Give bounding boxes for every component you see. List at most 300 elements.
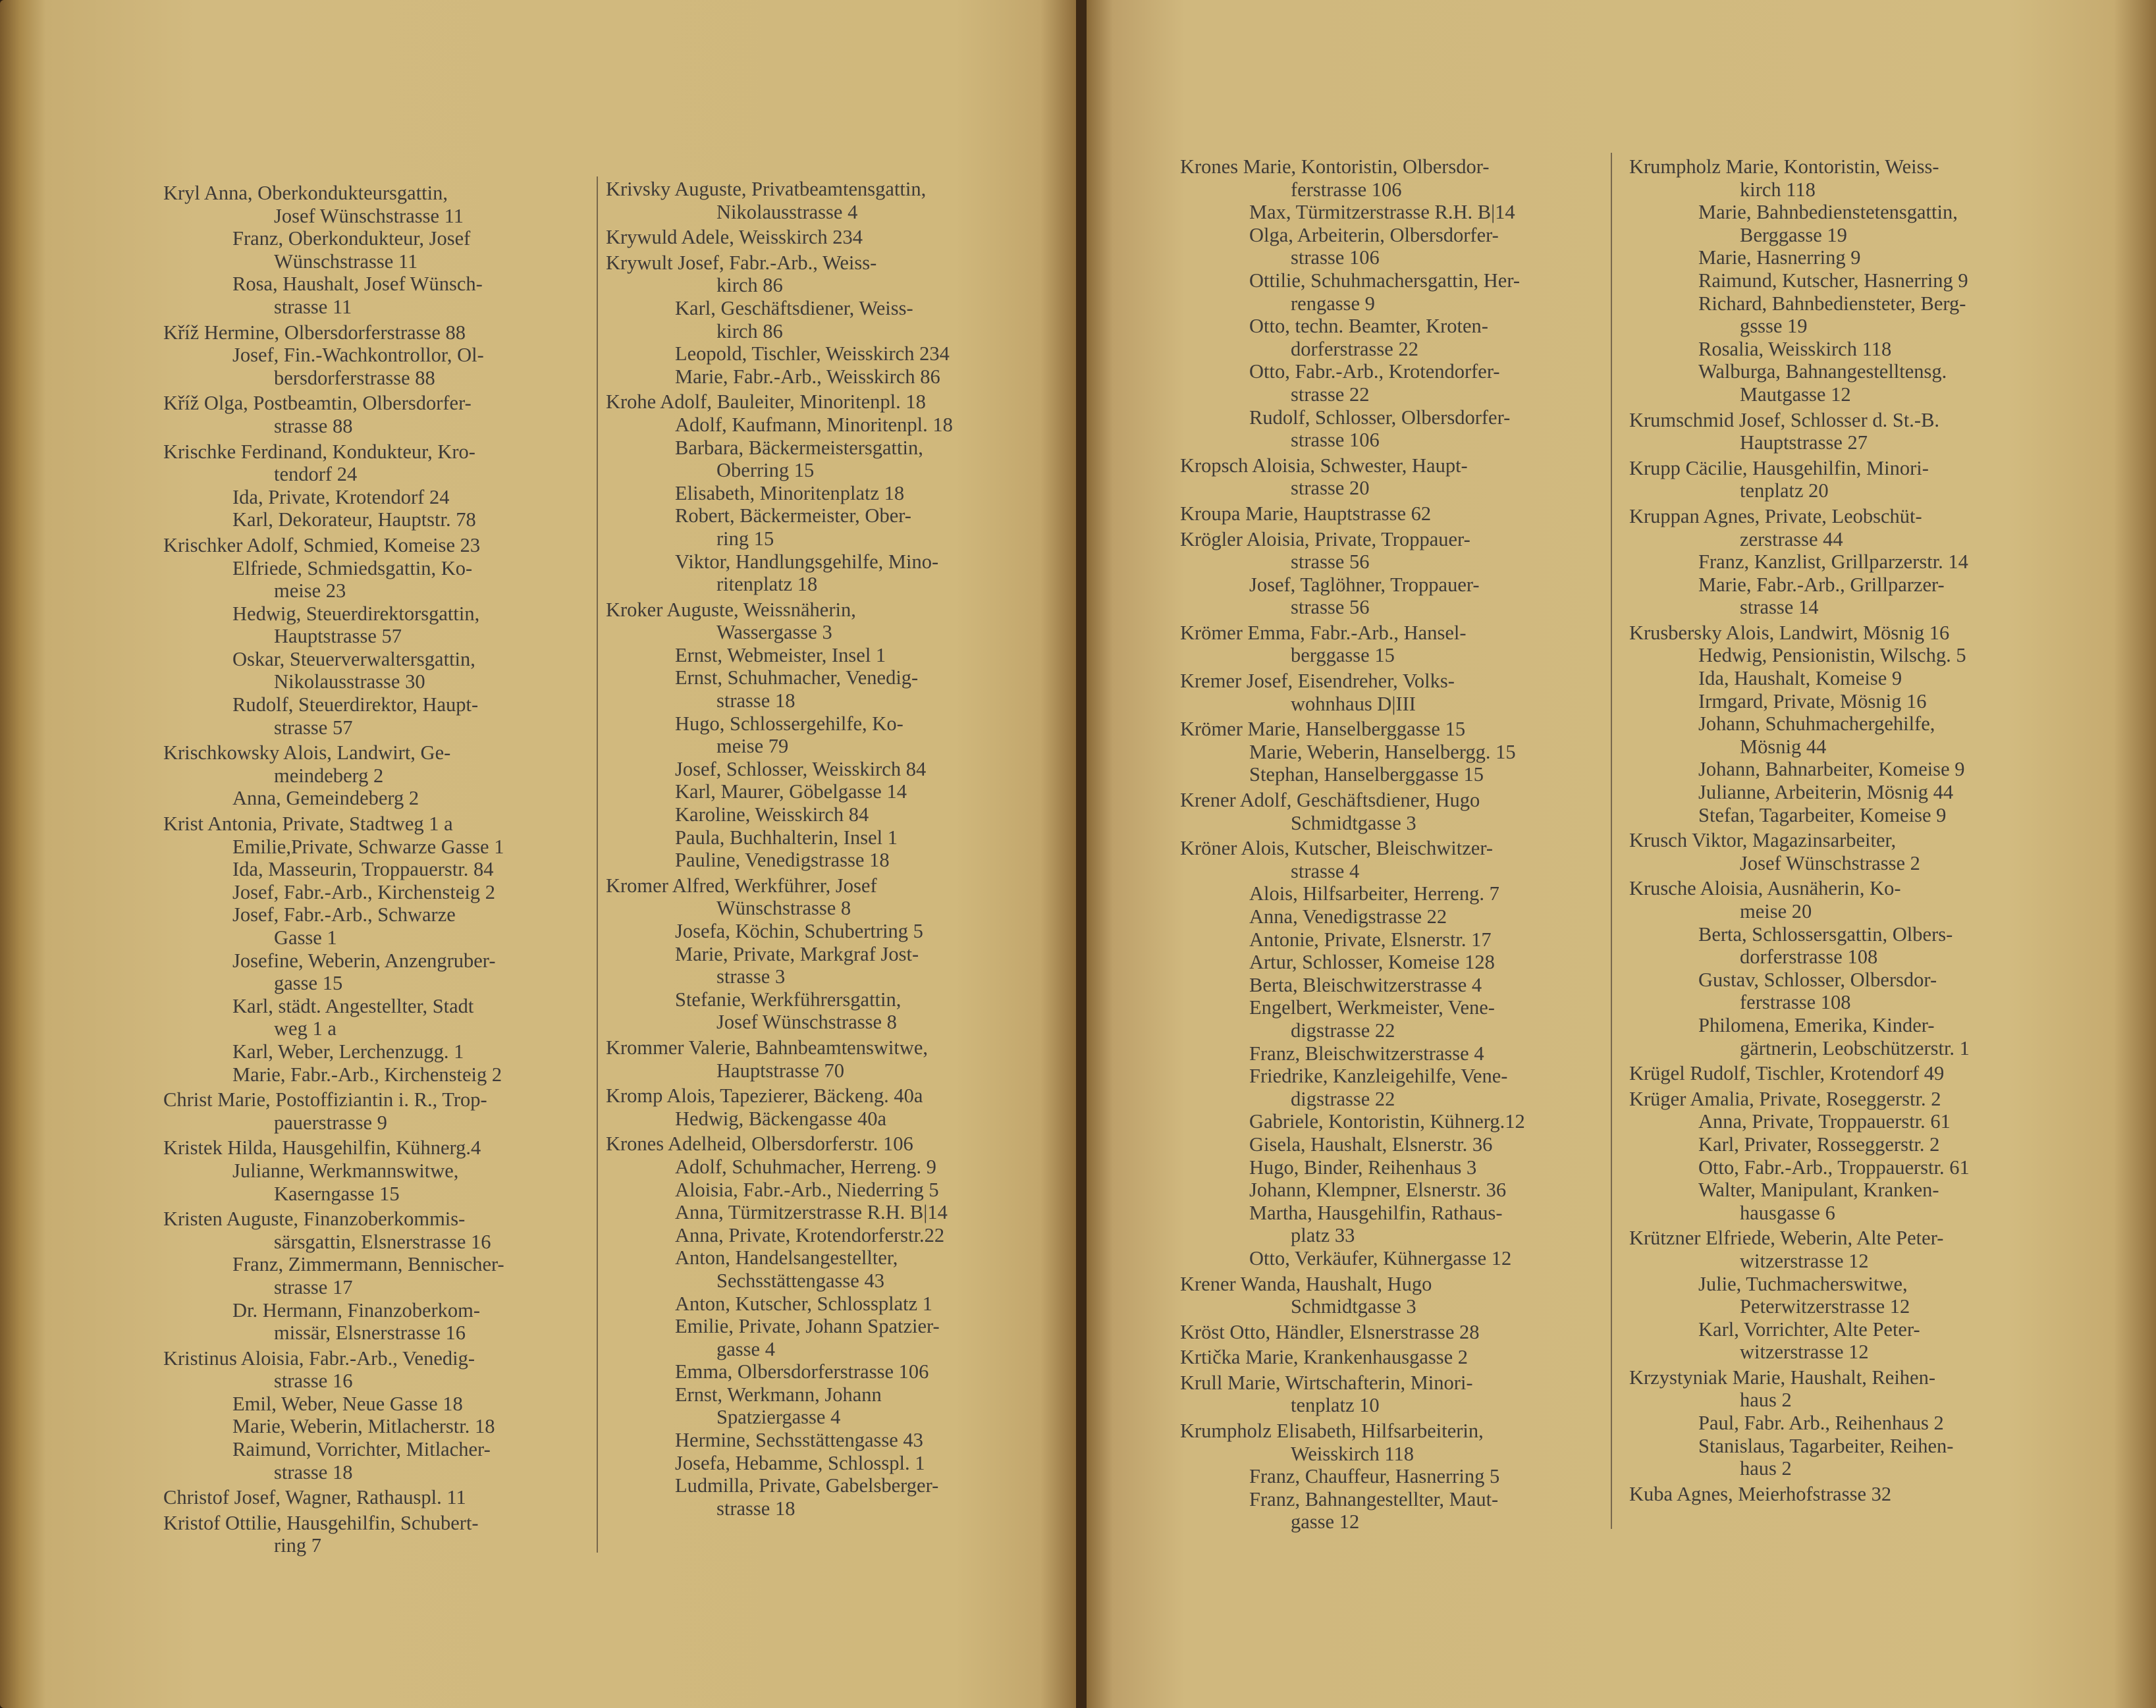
entry-line: Max, Türmitzerstrasse R.H. B|14 (1249, 201, 1515, 224)
entry-line: Dr. Hermann, Finanzoberkom- (232, 1298, 481, 1321)
directory-subentry (163, 508, 558, 531)
entry-line: Krohe Adolf, Bauleiter, Minoritenpl. 18 (606, 390, 926, 414)
entry-line: Pauline, Venedigstrasse 18 (675, 849, 890, 872)
entry-continuation-line: strasse 56 (1291, 550, 1370, 574)
directory-entry (1629, 155, 2051, 201)
entry-line: Paula, Buchhalterin, Insel 1 (675, 826, 898, 849)
entry-line: Krommer Valerie, Bahnbeamtenswitwe, (606, 1036, 928, 1059)
entry-continuation-line: tendorf 24 (274, 463, 358, 486)
entry-continuation-line: ring 7 (274, 1534, 322, 1557)
entry-line: Krischker Adolf, Schmied, Komeise 23 (163, 533, 481, 556)
directory-entry (163, 321, 558, 344)
directory-subentry (1180, 1179, 1602, 1202)
entry-line: Ottilie, Schuhmachersgattin, Her- (1249, 269, 1521, 292)
entry-continuation-line: Mautgasse 12 (1740, 383, 1851, 406)
entry-continuation-line: Sechsstättengasse 43 (716, 1269, 884, 1292)
entry-line: Kröst Otto, Händler, Elsnerstrasse 28 (1180, 1320, 1480, 1343)
directory-entry (1180, 502, 1602, 525)
entry-line: Elfriede, Schmiedsgattin, Ko- (232, 556, 473, 579)
entry-line: Kříž Hermine, Olbersdorferstrasse 88 (163, 321, 466, 344)
directory-entry (1629, 1483, 2051, 1506)
entry-line: Irmgard, Private, Mösnig 16 (1698, 689, 1927, 712)
directory-subentry (606, 1156, 1027, 1179)
entry-line: Berta, Bleischwitzerstrasse 4 (1249, 973, 1482, 996)
directory-subentry (606, 504, 1027, 550)
directory-subentry (1629, 758, 2051, 781)
entry-line: Krischke Ferdinand, Kondukteur, Kro- (163, 440, 475, 463)
entry-line: Antonie, Private, Elsnerstr. 17 (1249, 928, 1492, 951)
directory-subentry (1180, 1065, 1602, 1110)
entry-line: Krivsky Auguste, Privatbeamtensgattin, (606, 178, 927, 200)
directory-subentry (1180, 741, 1602, 764)
entry-line: Otto, Fabr.-Arb., Troppauerstr. 61 (1698, 1156, 1970, 1179)
entry-continuation-line: Weisskirch 118 (1291, 1442, 1415, 1465)
directory-subentry (1629, 1273, 2051, 1318)
directory-subentry (1180, 269, 1602, 315)
directory-subentry (1629, 360, 2051, 406)
entry-continuation-line: Nikolausstrasse 4 (716, 200, 858, 223)
entry-line: Raimund, Vorrichter, Mitlacher- (232, 1438, 491, 1461)
entry-line: Viktor, Handlungsgehilfe, Mino- (675, 550, 939, 573)
directory-subentry (163, 1063, 558, 1086)
directory-entry (1180, 718, 1602, 741)
directory-entry (1180, 155, 1602, 201)
directory-subentry (163, 858, 558, 881)
entry-continuation-line: platz 33 (1291, 1224, 1355, 1247)
entry-line: Artur, Schlosser, Komeise 128 (1249, 951, 1495, 974)
directory-subentry (1180, 974, 1602, 997)
directory-subentry (606, 644, 1027, 667)
directory-subentry (1180, 951, 1602, 974)
directory-entry (1629, 877, 2051, 922)
entry-line: Krones Adelheid, Olbersdorferstr. 106 (606, 1133, 913, 1156)
entry-line: Ida, Masseurin, Troppauerstr. 84 (232, 858, 494, 881)
entry-line: Anna, Gemeindeberg 2 (232, 787, 419, 810)
right-page-column-1 (1180, 153, 1602, 1534)
entry-line: Rosalia, Weisskirch 118 (1698, 337, 1892, 360)
directory-subentry (606, 437, 1027, 482)
directory-subentry (163, 1040, 558, 1063)
directory-entry (163, 1347, 558, 1393)
entry-line: Karl, Maurer, Göbelgasse 14 (675, 780, 907, 803)
directory-entry (163, 1512, 558, 1557)
directory-entry (163, 1136, 558, 1160)
entry-line: Kryl Anna, Oberkondukteursgattin, (163, 182, 448, 204)
entry-line: Emma, Olbersdorferstrasse 106 (675, 1360, 929, 1383)
entry-line: Johann, Bahnarbeiter, Komeise 9 (1698, 758, 1965, 781)
entry-line: Josef, Fabr.-Arb., Schwarze (232, 903, 456, 926)
directory-subentry (1629, 292, 2051, 338)
entry-line: Josef, Fin.-Wachkontrollor, Ol- (232, 344, 484, 367)
directory-subentry (163, 1299, 558, 1345)
directory-subentry (1629, 338, 2051, 361)
directory-entry (1629, 457, 2051, 502)
entry-line: Josef, Taglöhner, Troppauer- (1249, 573, 1480, 596)
entry-continuation-line: strasse 11 (274, 295, 352, 318)
entry-line: Karl, Dekorateur, Hauptstr. 78 (232, 508, 476, 531)
entry-continuation-line: strasse 18 (716, 1497, 795, 1520)
entry-continuation-line: strasse 18 (716, 689, 795, 712)
entry-line: Hedwig, Pensionistin, Wilschg. 5 (1698, 644, 1966, 667)
entry-line: Gisela, Haushalt, Elsnerstr. 36 (1249, 1133, 1493, 1156)
entry-continuation-line: zerstrasse 44 (1740, 527, 1843, 550)
entry-line: Kristen Auguste, Finanzoberkommis- (163, 1208, 466, 1231)
directory-subentry (606, 826, 1027, 849)
directory-subentry (606, 666, 1027, 712)
entry-line: Kroupa Marie, Hauptstrasse 62 (1180, 502, 1432, 525)
directory-subentry (163, 1415, 558, 1438)
directory-subentry (1180, 360, 1602, 406)
directory-subentry (163, 602, 558, 648)
entry-line: Kremer Josef, Eisendreher, Volks- (1180, 670, 1455, 693)
entry-line: Engelbert, Werkmeister, Vene- (1249, 996, 1495, 1019)
directory-subentry (606, 1108, 1027, 1131)
directory-entry (1180, 454, 1602, 500)
entry-line: Krones Marie, Kontoristin, Olbersdor- (1180, 155, 1490, 178)
directory-subentry (163, 486, 558, 509)
entry-continuation-line: Wünschstrasse 11 (274, 250, 418, 273)
entry-line: Paul, Fabr. Arb., Reihenhaus 2 (1698, 1412, 1944, 1435)
directory-entry (606, 599, 1027, 644)
directory-subentry (1629, 644, 2051, 667)
directory-subentry (606, 712, 1027, 758)
entry-line: Krusche Aloisia, Ausnäherin, Ko- (1629, 877, 1901, 900)
entry-line: Oskar, Steuerverwaltersgattin, (232, 647, 475, 670)
directory-entry (163, 182, 558, 227)
entry-continuation-line: strasse 22 (1291, 383, 1370, 406)
directory-subentry (1180, 1133, 1602, 1156)
entry-line: Hugo, Binder, Reihenhaus 3 (1249, 1156, 1477, 1179)
entry-line: Kříž Olga, Postbeamtin, Olbersdorfer- (163, 392, 472, 415)
entry-line: Ernst, Werkmann, Johann (675, 1383, 882, 1406)
entry-line: Kröner Alois, Kutscher, Bleischwitzer- (1180, 837, 1494, 860)
directory-subentry (606, 1201, 1027, 1224)
entry-line: Krywuld Adele, Weisskirch 234 (606, 226, 863, 249)
entry-line: Anton, Handelsangestellter, (675, 1246, 898, 1269)
entry-line: Johann, Klempner, Elsnerstr. 36 (1249, 1179, 1507, 1202)
directory-subentry (1180, 1465, 1602, 1488)
directory-entry (1180, 1273, 1602, 1318)
entry-continuation-line: Wassergasse 3 (716, 621, 832, 644)
directory-entry (163, 1088, 558, 1134)
left-page (0, 0, 1076, 1708)
directory-subentry (1180, 224, 1602, 269)
entry-line: Marie, Private, Markgraf Jost- (675, 942, 919, 965)
entry-continuation-line: meise 23 (274, 579, 346, 602)
directory-subentry (606, 1179, 1027, 1202)
directory-subentry (606, 849, 1027, 872)
entry-line: Franz, Bleischwitzerstrasse 4 (1249, 1042, 1484, 1065)
directory-subentry (1180, 763, 1602, 786)
entry-continuation-line: missär, Elsnerstrasse 16 (274, 1321, 466, 1345)
entry-line: Marie, Fabr.-Arb., Weisskirch 86 (675, 365, 940, 388)
entry-line: Krusch Viktor, Magazinsarbeiter, (1629, 829, 1897, 852)
entry-line: Martha, Hausgehilfin, Rathaus- (1249, 1201, 1503, 1224)
directory-subentry (606, 1452, 1027, 1475)
directory-subentry (606, 1315, 1027, 1360)
directory-subentry (606, 342, 1027, 365)
directory-subentry (1629, 1435, 2051, 1480)
left-page-column-1 (163, 179, 558, 1557)
entry-line: Kropsch Aloisia, Schwester, Haupt- (1180, 454, 1468, 477)
entry-continuation-line: strasse 17 (274, 1275, 353, 1298)
directory-entry (1180, 670, 1602, 715)
directory-entry (1180, 1372, 1602, 1417)
entry-line: Emilie, Private, Johann Spatzier- (675, 1315, 940, 1338)
entry-line: Kristek Hilda, Hausgehilfin, Kühnerg.4 (163, 1136, 481, 1160)
directory-subentry (1629, 550, 2051, 574)
entry-line: Krusbersky Alois, Landwirt, Mösnig 16 (1629, 621, 1950, 644)
directory-subentry (1180, 406, 1602, 452)
directory-subentry (606, 920, 1027, 943)
entry-continuation-line: meise 20 (1740, 900, 1812, 922)
entry-line: Kromp Alois, Tapezierer, Bäckeng. 40a (606, 1084, 923, 1108)
entry-line: Stanislaus, Tagarbeiter, Reihen- (1698, 1434, 1954, 1457)
entry-line: Otto, Verkäufer, Kühnergasse 12 (1249, 1246, 1512, 1269)
directory-subentry (1629, 269, 2051, 292)
entry-line: Walburga, Bahnangestelltensg. (1698, 360, 1947, 383)
entry-continuation-line: bersdorferstrasse 88 (274, 366, 435, 389)
directory-subentry (606, 1429, 1027, 1452)
directory-subentry (606, 297, 1027, 342)
entry-continuation-line: tenplatz 20 (1740, 479, 1829, 502)
entry-continuation-line: särsgattin, Elsnerstrasse 16 (274, 1230, 491, 1253)
entry-line: Hedwig, Bäckengasse 40a (675, 1107, 886, 1130)
entry-line: Stefan, Tagarbeiter, Komeise 9 (1698, 803, 1947, 826)
entry-line: Krömer Marie, Hanselberggasse 15 (1180, 718, 1466, 741)
directory-entry (606, 178, 1027, 223)
entry-line: Ludmilla, Private, Gabelsberger- (675, 1474, 939, 1497)
entry-line: Stephan, Hanselberggasse 15 (1249, 763, 1484, 786)
entry-continuation-line: Hauptstrasse 57 (274, 625, 402, 648)
directory-subentry (1629, 1110, 2051, 1133)
entry-line: Rudolf, Schlosser, Olbersdorfer- (1249, 406, 1511, 429)
directory-subentry (1180, 996, 1602, 1042)
entry-line: Barbara, Bäckermeistersgattin, (675, 436, 923, 459)
directory-subentry (163, 995, 558, 1040)
entry-line: Kristof Ottilie, Hausgehilfin, Schubert- (163, 1511, 479, 1534)
directory-subentry (1180, 201, 1602, 224)
entry-continuation-line: weg 1 a (274, 1017, 337, 1040)
directory-subentry (1629, 690, 2051, 713)
left-page-column-rule (597, 176, 598, 1553)
entry-continuation-line: Kaserngasse 15 (274, 1182, 400, 1205)
directory-entry (1629, 505, 2051, 550)
directory-entry (606, 226, 1027, 249)
entry-line: Marie, Fabr.-Arb., Kirchensteig 2 (232, 1063, 502, 1086)
entry-line: Josef, Fabr.-Arb., Kirchensteig 2 (232, 880, 495, 903)
entry-line: Karl, Vorrichter, Alte Peter- (1698, 1318, 1920, 1341)
directory-subentry (606, 803, 1027, 826)
entry-continuation-line: rengasse 9 (1291, 292, 1375, 315)
directory-entry (1629, 1062, 2051, 1085)
entry-line: Anton, Kutscher, Schlossplatz 1 (675, 1292, 932, 1315)
entry-line: Olga, Arbeiterin, Olbersdorfer- (1249, 223, 1499, 246)
entry-line: Stefanie, Werkführersgattin, (675, 988, 902, 1011)
entry-line: Krupp Cäcilie, Hausgehilfin, Minori- (1629, 456, 1929, 479)
entry-line: Ernst, Webmeister, Insel 1 (675, 643, 886, 666)
directory-subentry (1629, 1412, 2051, 1435)
directory-subentry (606, 1360, 1027, 1383)
entry-line: Hermine, Sechsstättengasse 43 (675, 1429, 923, 1452)
entry-continuation-line: dorferstrasse 108 (1740, 946, 1878, 969)
entry-continuation-line: Mösnig 44 (1740, 735, 1827, 758)
entry-line: Walter, Manipulant, Kranken- (1698, 1179, 1939, 1202)
entry-continuation-line: Hauptstrasse 70 (716, 1059, 844, 1082)
entry-line: Ida, Haushalt, Komeise 9 (1698, 667, 1902, 690)
directory-subentry (1629, 781, 2051, 804)
entry-line: Rudolf, Steuerdirektor, Haupt- (232, 693, 479, 716)
entry-line: Gustav, Schlosser, Olbersdor- (1698, 968, 1937, 991)
directory-subentry (1629, 1014, 2051, 1059)
entry-continuation-line: kirch 118 (1740, 178, 1816, 201)
book-gutter (1076, 0, 1087, 1708)
entry-continuation-line: Peterwitzerstrasse 12 (1740, 1295, 1910, 1318)
entry-line: Franz, Oberkondukteur, Josef (232, 227, 471, 250)
directory-entry (1629, 622, 2051, 645)
directory-subentry (1629, 969, 2051, 1014)
entry-line: Krützner Elfriede, Weberin, Alte Peter- (1629, 1227, 1944, 1250)
directory-subentry (163, 1393, 558, 1416)
entry-line: Krull Marie, Wirtschafterin, Minori- (1180, 1371, 1473, 1394)
entry-continuation-line: digstrasse 22 (1291, 1019, 1395, 1042)
entry-line: Krumpholz Marie, Kontoristin, Weiss- (1629, 155, 1939, 178)
entry-line: Krüger Amalia, Private, Roseggerstr. 2 (1629, 1087, 1941, 1110)
right-page (1087, 0, 2156, 1708)
entry-line: Johann, Schuhmachergehilfe, (1698, 712, 1935, 735)
entry-line: Julie, Tuchmacherswitwe, (1698, 1272, 1908, 1295)
entry-line: Marie, Bahnbedienstetensgattin, (1698, 201, 1958, 224)
directory-entry (606, 874, 1027, 920)
entry-line: Hugo, Schlossergehilfe, Ko- (675, 712, 903, 735)
entry-line: Kruppan Agnes, Private, Leobschüt- (1629, 504, 1922, 527)
entry-line: Franz, Kanzlist, Grillparzerstr. 14 (1698, 550, 1968, 574)
entry-continuation-line: gärtnerin, Leobschützerstr. 1 (1740, 1036, 1970, 1059)
directory-subentry (1629, 1156, 2051, 1179)
entry-continuation-line: gasse 4 (716, 1337, 775, 1360)
entry-line: Krener Wanda, Haushalt, Hugo (1180, 1272, 1432, 1295)
directory-subentry (606, 1293, 1027, 1316)
directory-subentry (163, 1438, 558, 1483)
entry-line: Christ Marie, Postoffiziantin i. R., Trop- (163, 1088, 487, 1111)
entry-continuation-line: strasse 14 (1740, 596, 1819, 619)
entry-continuation-line: pauerstrasse 9 (274, 1111, 387, 1134)
directory-subentry (1629, 574, 2051, 619)
entry-continuation-line: dorferstrasse 22 (1291, 337, 1418, 360)
directory-subentry (1629, 246, 2051, 269)
entry-continuation-line: gasse 15 (274, 972, 343, 995)
directory-subentry (163, 949, 558, 995)
entry-line: Elisabeth, Minoritenplatz 18 (675, 481, 905, 504)
entry-line: Krögler Aloisia, Private, Troppauer- (1180, 527, 1470, 550)
directory-subentry (1629, 201, 2051, 246)
directory-subentry (163, 273, 558, 318)
entry-continuation-line: haus 2 (1740, 1389, 1792, 1412)
entry-continuation-line: haus 2 (1740, 1457, 1792, 1480)
entry-continuation-line: Berggasse 19 (1740, 223, 1847, 246)
directory-entry (1180, 528, 1602, 574)
directory-subentry (1629, 1318, 2051, 1364)
directory-subentry (1180, 1110, 1602, 1133)
directory-entry (1180, 837, 1602, 882)
directory-subentry (1629, 1179, 2051, 1224)
directory-entry (163, 534, 558, 557)
entry-line: Kromer Alfred, Werkführer, Josef (606, 874, 877, 897)
entry-line: Krumpholz Elisabeth, Hilfsarbeiterin, (1180, 1420, 1484, 1443)
directory-subentry (163, 693, 558, 739)
directory-entry (163, 1208, 558, 1253)
entry-line: Krzystyniak Marie, Haushalt, Reihen- (1629, 1366, 1935, 1389)
entry-line: Otto, Fabr.-Arb., Krotendorfer- (1249, 360, 1500, 383)
entry-line: Gabriele, Kontoristin, Kühnerg.12 (1249, 1110, 1525, 1133)
directory-entry (606, 1133, 1027, 1156)
entry-line: Adolf, Schuhmacher, Herreng. 9 (675, 1155, 936, 1178)
directory-subentry (1180, 1247, 1602, 1270)
entry-line: Marie, Hasnerring 9 (1698, 246, 1861, 269)
directory-subentry (606, 1383, 1027, 1429)
directory-subentry (1629, 1133, 2051, 1156)
entry-line: Emilie,Private, Schwarze Gasse 1 (232, 835, 504, 858)
directory-subentry (606, 1474, 1027, 1520)
directory-subentry (1629, 712, 2051, 758)
entry-continuation-line: strasse 18 (274, 1460, 353, 1483)
entry-continuation-line: Josef Wünschstrasse 2 (1740, 851, 1920, 874)
entry-line: Krömer Emma, Fabr.-Arb., Hansel- (1180, 621, 1467, 644)
directory-subentry (1180, 315, 1602, 360)
entry-line: Krener Adolf, Geschäftsdiener, Hugo (1180, 789, 1480, 812)
directory-entry (606, 1036, 1027, 1082)
directory-entry (163, 392, 558, 437)
entry-continuation-line: strasse 4 (1291, 859, 1360, 882)
entry-line: Josef, Schlosser, Weisskirch 84 (675, 757, 927, 780)
directory-subentry (606, 1224, 1027, 1247)
entry-line: Emil, Weber, Neue Gasse 18 (232, 1392, 463, 1415)
directory-subentry (163, 344, 558, 389)
directory-entry (606, 390, 1027, 414)
directory-entry (1629, 1088, 2051, 1111)
entry-line: Krywult Josef, Fabr.-Arb., Weiss- (606, 251, 877, 274)
directory-subentry (1629, 667, 2051, 690)
entry-line: Christof Josef, Wagner, Rathauspl. 11 (163, 1486, 466, 1509)
directory-subentry (163, 787, 558, 810)
entry-continuation-line: ferstrasse 106 (1291, 178, 1402, 201)
entry-line: Krtička Marie, Krankenhausgasse 2 (1180, 1346, 1469, 1369)
directory-entry (163, 1486, 558, 1509)
directory-subentry (163, 1253, 558, 1298)
entry-line: Franz, Zimmermann, Bennischer- (232, 1253, 504, 1276)
entry-line: Philomena, Emerika, Kinder- (1698, 1013, 1935, 1036)
entry-continuation-line: Oberring 15 (716, 459, 815, 482)
directory-subentry (163, 836, 558, 859)
entry-continuation-line: strasse 16 (274, 1370, 353, 1393)
entry-line: Rosa, Haushalt, Josef Wünsch- (232, 273, 483, 296)
entry-line: Anna, Private, Krotendorferstr.22 (675, 1223, 945, 1246)
directory-subentry (1180, 1488, 1602, 1534)
entry-line: Karl, städt. Angestellter, Stadt (232, 994, 474, 1017)
entry-continuation-line: gasse 12 (1291, 1510, 1360, 1534)
entry-line: Krumschmid Josef, Schlosser d. St.-B. (1629, 408, 1940, 431)
entry-line: Aloisia, Fabr.-Arb., Niederring 5 (675, 1178, 939, 1201)
entry-line: Friedrike, Kanzleigehilfe, Vene- (1249, 1065, 1508, 1088)
entry-continuation-line: kirch 86 (716, 274, 783, 297)
entry-line: Karl, Privater, Rosseggerstr. 2 (1698, 1133, 1940, 1156)
right-page-column-2 (1629, 153, 2051, 1505)
entry-line: Josefa, Köchin, Schubertring 5 (675, 920, 923, 942)
entry-continuation-line: strasse 57 (274, 716, 353, 739)
directory-entry (1629, 1366, 2051, 1412)
entry-continuation-line: berggasse 15 (1291, 644, 1395, 667)
entry-line: Raimund, Kutscher, Hasnerring 9 (1698, 269, 1968, 292)
